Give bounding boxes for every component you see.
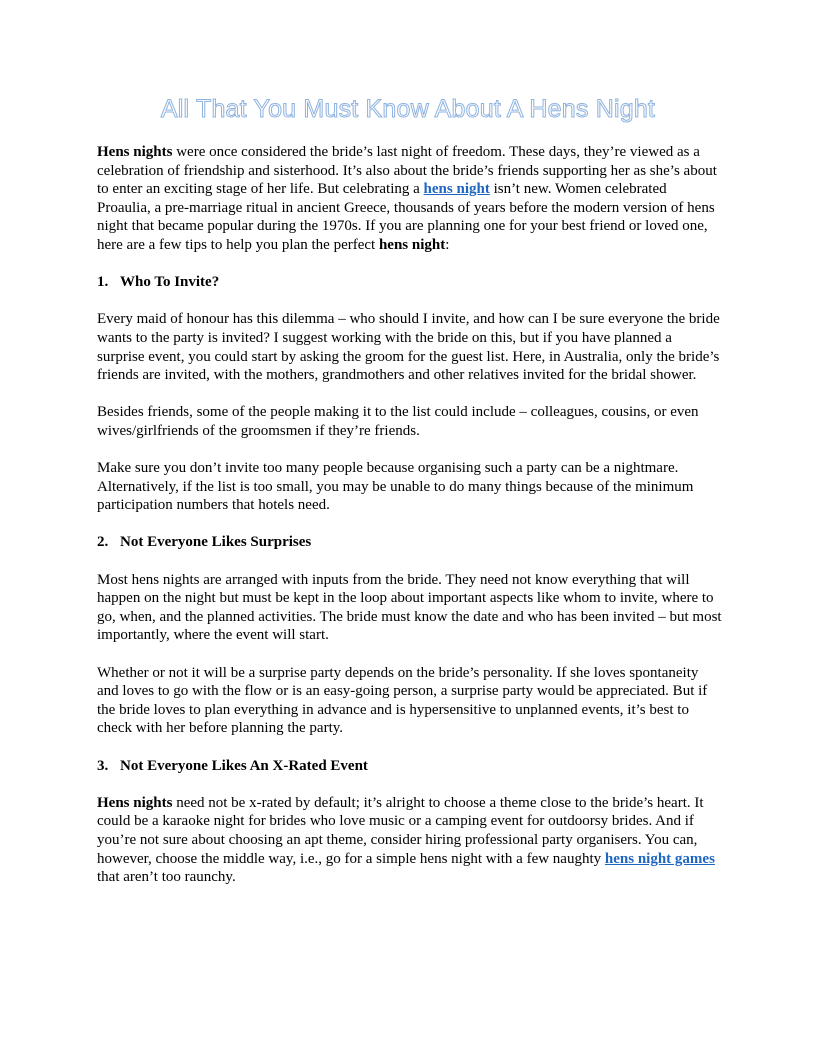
bold-term: hens night bbox=[378, 236, 446, 253]
paragraph: Most hens nights are arranged with inputs from the bride. They need not know everything that will happen on the night but must be kept in the loop about important aspects like whom to invite, where to go, when, and the planned activities. The bride must know the date and who has been invited – but most importantly, where the event will start. bbox=[97, 571, 722, 644]
document-body bbox=[97, 143, 722, 905]
paragraph: Make sure you don’t invite too many people because organising such a party can be a nightmare. Alternatively, if the list is too small, you may be unable to do many things because of the minimum participation numbers that hotels need. bbox=[97, 460, 694, 514]
page-title: All That You Must Know About A Hens Night bbox=[160, 95, 656, 123]
hens-night-link[interactable]: hens night bbox=[423, 181, 490, 198]
section-heading-2: 2. Not Everyone Likes Surprises bbox=[97, 534, 312, 551]
bold-term: Hens nights bbox=[97, 794, 173, 811]
paragraph: Every maid of honour has this dilemma – who should I invite, and how can I be sure everyone the bride wants to the party is invited? I suggest working with the bride on this, but if you have planned a surprise event, you could start by asking the groom for the guest list. Here, in Australia, only the bride’s friends are invited, with the mothers, grandmothers and other relatives invited for the bridal shower. bbox=[97, 311, 720, 384]
bold-term: Hens nights bbox=[97, 144, 173, 160]
paragraph: Whether or not it will be a surprise party depends on the bride’s personality. If she loves spontaneity and loves to go with the flow or is an easy-going person, a surprise party would be appreciated. But if the bride loves to plan everything in advance and is hypersensitive to unplanned events, it’s best to check with her before planning the party. bbox=[97, 664, 708, 737]
paragraph: Besides friends, some of the people making it to the list could include – colleagues, cousins, or even wives/girlfriends of the groomsmen if they’re friends. bbox=[97, 404, 699, 439]
hens-night-games-link[interactable]: hens night games bbox=[604, 850, 715, 867]
section-heading-1: 1. Who To Invite? bbox=[97, 274, 220, 291]
intro-paragraph: Hens nights were once considered the bride’s last night of freedom. These days, they’re viewed as a celebration of friendship and sisterhood. It’s also about the bride’s friends supporting her as she’s about to enter an exciting stage of her life. But celebrating a hens night isn’t new. Women celebrated Proaulia, a pre-marriage ritual in ancient Greece, thousands of years before the modern version of hens night that became popular during the 1970s. If you are planning one for your best friend or loved one, here are a few tips to help you plan the perfect hens night: bbox=[97, 144, 717, 253]
section-heading-3: 3. Not Everyone Likes An X-Rated Event bbox=[97, 757, 368, 774]
closing-paragraph: Hens nights need not be x-rated by default; it’s alright to choose a theme close to the bride’s heart. It could be a karaoke night for brides who love music or a camping event for outdoorsy brides. And if you’re not sure about choosing an apt theme, consider hiring professional party organisers. You can, however, choose the middle way, i.e., go for a simple hens night with a few naughty hens night games that aren’t too raunchy. bbox=[97, 794, 715, 886]
